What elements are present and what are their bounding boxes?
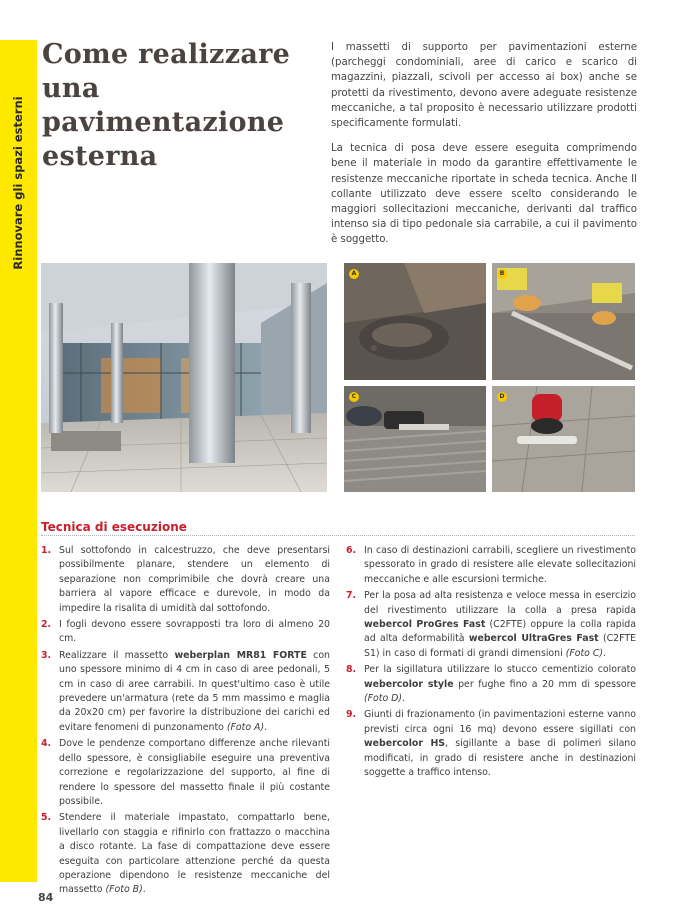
step-8-text-start: Per la sigillatura utilizzare lo stucco cementizio colorato bbox=[364, 664, 636, 676]
lobby-illustration bbox=[41, 263, 327, 492]
step-3 bbox=[41, 649, 330, 735]
photo-c bbox=[344, 386, 486, 492]
step-5 bbox=[41, 811, 330, 897]
step-3-text-start: Realizzare il massetto bbox=[59, 649, 175, 661]
step-4-text: Dove le pendenze comportano differenze anche rilevanti dello spessore, è consigliabile eseguire una preventiva correzione e regolarizzazione del supporto, al fine di rendere lo spessore del massetto finale il più costante possibile. bbox=[59, 738, 330, 807]
step-3-text-middle: con uno spessore minimo di 4 cm in caso di aree pedonali, 5 cm in caso di aree carrabili. In quest'ultimo caso è utile prevedere un'armatura (rete da 5 mm massimo e maglia da 20x20 cm) per favorire la distribuzione dei carichi ed evitare fenomeni di punzonamento bbox=[59, 649, 331, 733]
step-7 bbox=[346, 589, 636, 661]
steps-column-left bbox=[41, 544, 330, 900]
photo-b bbox=[492, 263, 635, 380]
sidebar-label: Rinnovare gli spazi esterni bbox=[11, 96, 25, 270]
section-title: Tecnica di esecuzione bbox=[41, 520, 187, 534]
step-7-text-start: Per la posa ad alta resistenza e veloce messa in esercizio del rivestimento utilizzare la colla a presa rapida bbox=[364, 590, 636, 616]
step-2-number: 2. bbox=[41, 619, 52, 631]
step-6-text: In caso di destinazioni carrabili, scegliere un rivestimento spessorato in grado di resistere alle elevate sollecitazioni meccaniche e alle escursioni termiche. bbox=[364, 545, 636, 585]
lobby-photo bbox=[41, 263, 327, 492]
step-8-text-end: . bbox=[402, 693, 406, 705]
step-8-number: 8. bbox=[346, 664, 357, 676]
screed-levelling-illustration bbox=[492, 263, 635, 380]
page-number: 84 bbox=[38, 891, 54, 904]
step-4-number: 4. bbox=[41, 738, 52, 750]
step-5-text-start: Stendere il materiale impastato, compattarlo bene, livellarlo con staggia e rifinirlo con frattazzo o macchina a disco rotante. La fase di compattazione deve essere eseguita con particolare attenzione perché da questa operazione dipendono le resistenze meccaniche del massetto bbox=[59, 812, 330, 896]
step-1-text: Sul sottofondo in calcestruzzo, che deve presentarsi possibilmente planare, stendere un elemento di separazione non comprimibile che dovrà creare una barriera al vapore efficace e durevole, in modo da impedire la risalita di umidità dal sottofondo. bbox=[59, 545, 330, 614]
step-7-product-1: webercol ProGres Fast bbox=[364, 619, 486, 631]
step-7-text-middle-1: (C2FTE) oppure la colla rapida ad alta deformabilità bbox=[364, 619, 636, 645]
step-4 bbox=[41, 737, 330, 809]
grouting-illustration bbox=[492, 386, 635, 492]
intro-paragraph-2: La tecnica di posa deve essere eseguita comprimendo bene il materiale in modo da garantire effettivamente le resistenze meccaniche riportate in scheda tecnica. Anche Il collante utilizzato deve essere scelto considerando le maggiori sollecitazioni meccaniche, derivanti dal traffico intenso sia di tipo pedonale sia carrabile, a cui il pavimento è soggetto. bbox=[331, 143, 637, 246]
step-5-photo-ref: (Foto B) bbox=[105, 884, 143, 896]
step-6-number: 6. bbox=[346, 545, 357, 556]
step-8-photo-ref: (Foto D) bbox=[364, 693, 403, 705]
step-7-text-middle-2: (C2FTE S1) in caso di formati di grandi dimensioni bbox=[364, 633, 636, 659]
title-line-3: esterna bbox=[42, 141, 158, 172]
photo-d-badge: D bbox=[497, 392, 507, 402]
intro-paragraph-1: I massetti di supporto per pavimentazioni esterne (parcheggi condominiali, aree di carico e scarico di magazzini, piazzali, scivoli per accesso ai box) anche se protetti da rivestimento, devono avere adeguate resistenze meccaniche, a tal proposito è necessario utilizzare prodotti specificamente formulati. bbox=[331, 42, 637, 130]
screed-pouring-illustration bbox=[344, 263, 486, 380]
step-8 bbox=[346, 663, 636, 706]
steps-column-right bbox=[346, 544, 636, 783]
page-title bbox=[42, 38, 312, 174]
step-9 bbox=[346, 708, 636, 780]
step-2-text: I fogli devono essere sovrapposti tra loro di almeno 20 cm. bbox=[59, 619, 330, 645]
step-7-text-end: . bbox=[603, 647, 607, 659]
photo-c-badge: C bbox=[349, 392, 359, 402]
step-9-product: webercolor HS bbox=[364, 738, 446, 750]
intro-text bbox=[331, 40, 637, 258]
step-6 bbox=[346, 544, 636, 587]
sidebar-band bbox=[0, 40, 37, 882]
step-3-text-end: . bbox=[264, 721, 268, 733]
step-3-photo-ref: (Foto A) bbox=[226, 721, 265, 733]
step-1-number: 1. bbox=[41, 545, 52, 556]
section-divider bbox=[41, 535, 635, 536]
step-3-number: 3. bbox=[41, 649, 52, 661]
photo-b-badge: B bbox=[497, 269, 507, 279]
step-5-text-end: . bbox=[142, 884, 146, 896]
step-1 bbox=[41, 544, 330, 616]
step-9-text-end: , sigillante a base di polimeri silano modificati, in grado di resistere anche in destinazioni soggette a traffico intenso. bbox=[364, 738, 636, 779]
title-line-1: Come realizzare bbox=[42, 39, 291, 70]
step-9-text-start: Giunti di frazionamento (in pavimentazioni esterne vanno previsti circa ogni 16 mq) devono essere sigillati con bbox=[364, 709, 636, 735]
photo-a bbox=[344, 263, 486, 380]
step-9-number: 9. bbox=[346, 709, 357, 721]
photo-d bbox=[492, 386, 635, 492]
photo-a-badge: A bbox=[349, 269, 359, 279]
step-7-number: 7. bbox=[346, 590, 357, 602]
step-8-text-middle: per fughe fino a 20 mm di spessore bbox=[453, 678, 636, 690]
step-3-product: weberplan MR81 FORTE bbox=[174, 649, 307, 661]
step-5-number: 5. bbox=[41, 812, 52, 824]
step-2 bbox=[41, 618, 330, 647]
step-7-photo-ref: (Foto C) bbox=[565, 647, 604, 659]
step-8-product: webercolor style bbox=[364, 678, 454, 690]
title-line-2: una pavimentazione bbox=[42, 73, 285, 138]
step-7-product-2: webercol UltraGres Fast bbox=[468, 633, 599, 645]
adhesive-spreading-illustration bbox=[344, 386, 486, 492]
